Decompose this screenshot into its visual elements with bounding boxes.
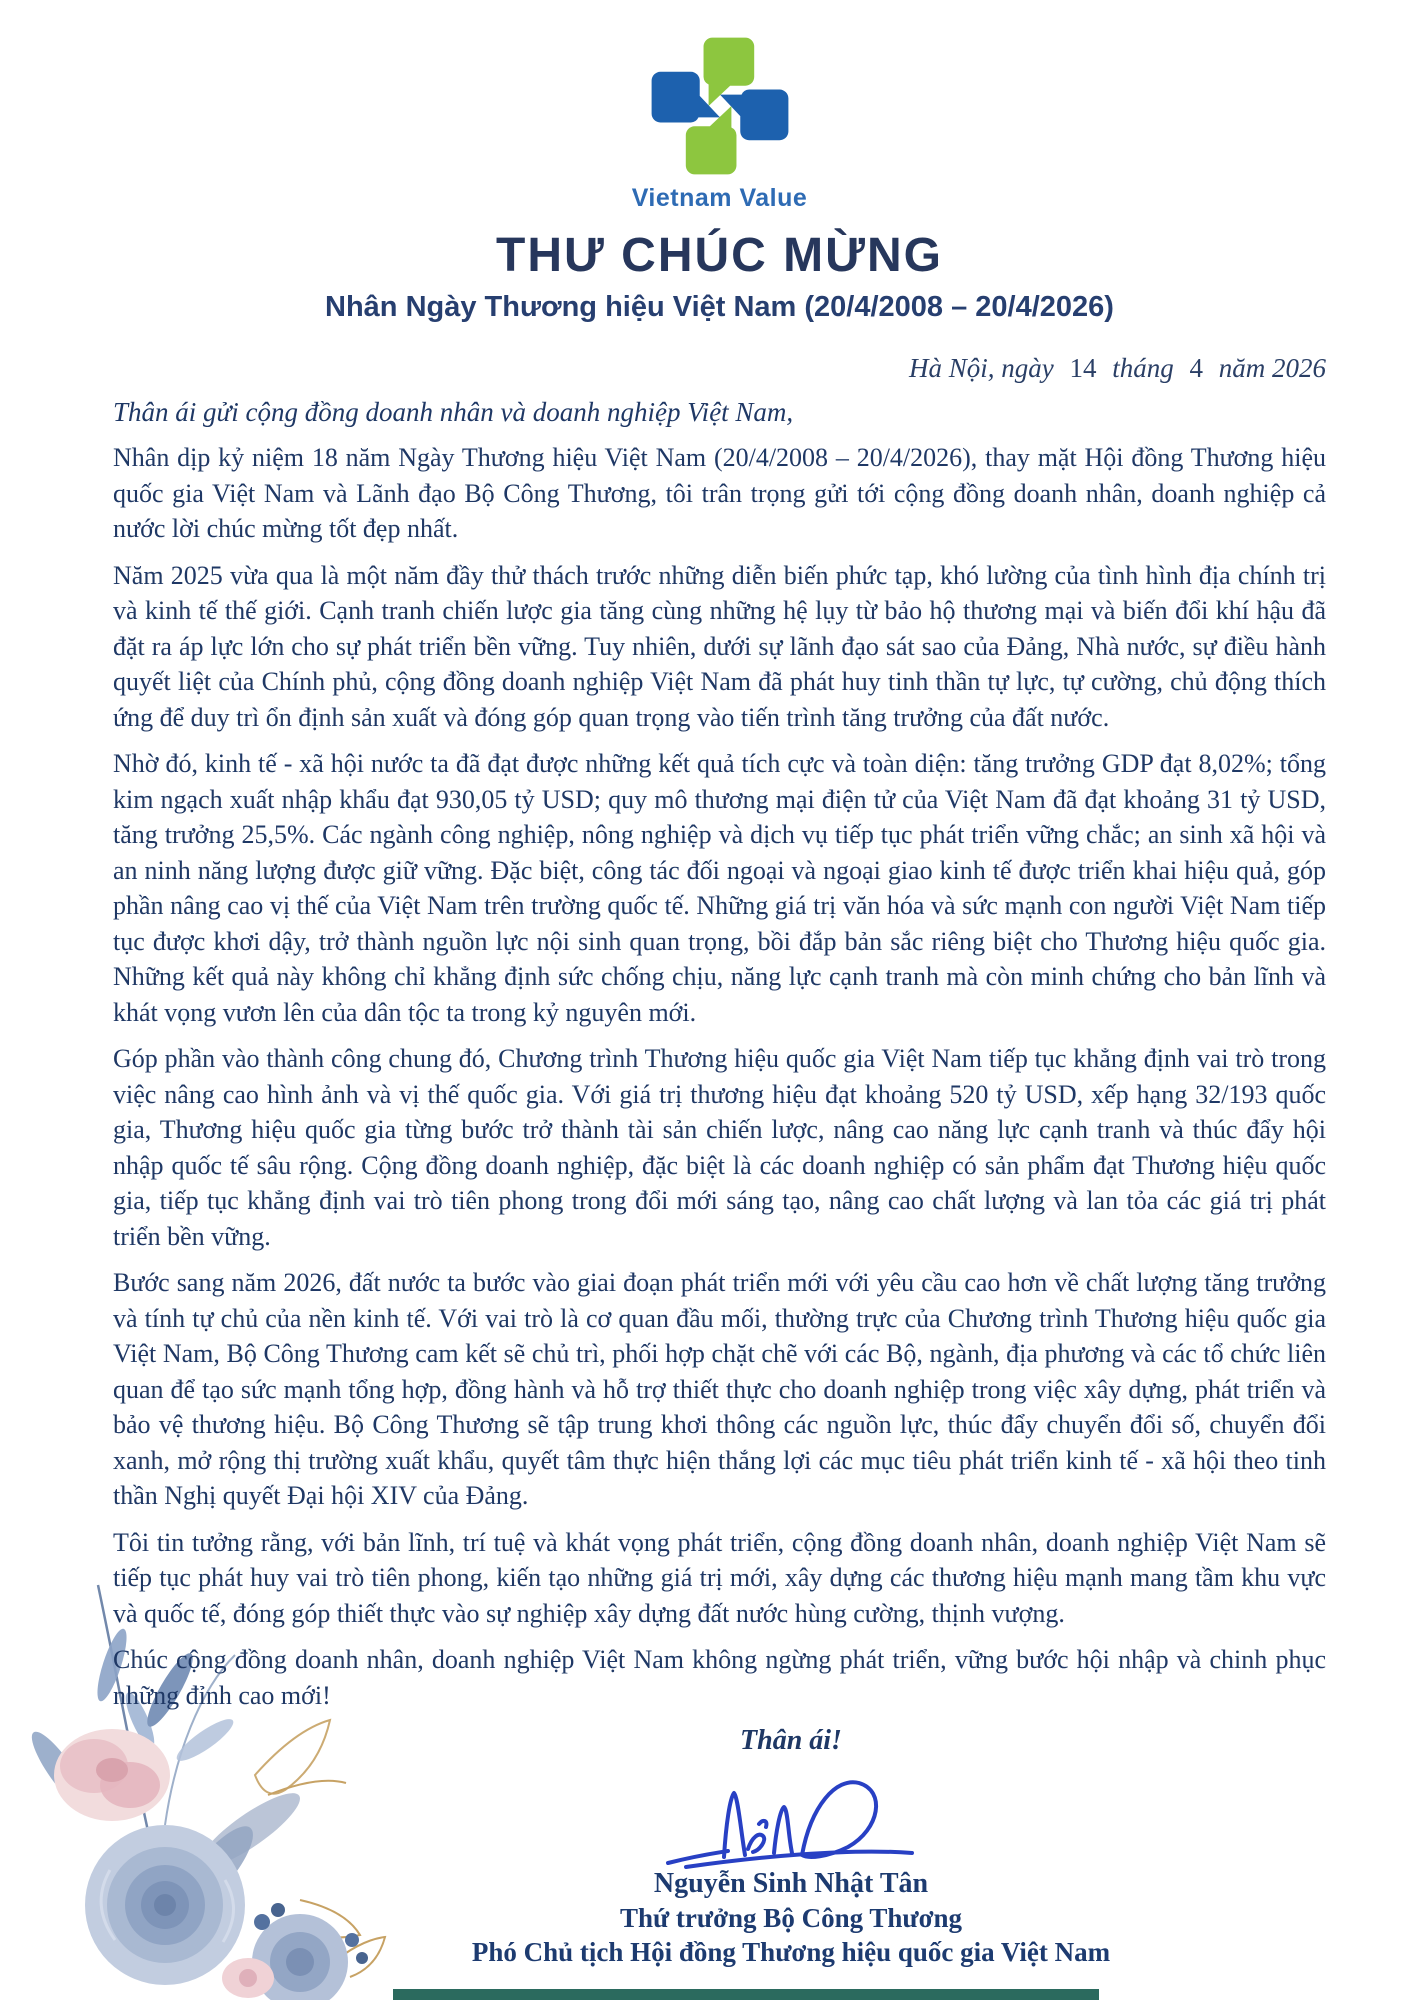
dateline-month-label: tháng [1112,353,1174,383]
body-paragraph-4: Góp phần vào thành công chung đó, Chương trình Thương hiệu quốc gia Việt Nam tiếp tục khẳng định vai trò trong việc nâng cao hình ảnh và vị thế quốc gia. Với giá trị thương hiệu đạt khoảng 520 tỷ USD, xếp hạng 32/193 quốc gia, Thương hiệu quốc gia từng bước trở thành tài sản chiến lược, nâng cao năng lực cạnh tranh và thúc đẩy hội nhập quốc tế sâu rộng. Cộng đồng doanh nghiệp, đặc biệt là các doanh nghiệp có sản phẩm đạt Thương hiệu quốc gia, tiếp tục khẳng định vai trò tiên phong trong đổi mới sáng tạo, nâng cao chất lượng và lan tỏa các giá trị phát triển bền vững. [113,1044,1326,1251]
signer-title-2: Phó Chủ tịch Hội đồng Thương hiệu quốc gia Việt Nam [471,1937,1111,1967]
signature-block [471,1724,1111,1969]
body-paragraph-7: Chúc cộng đồng doanh nhân, doanh nghiệp Việt Nam không ngừng phát triển, vững bước hội nhập và chinh phục những đỉnh cao mới! [113,1645,1326,1710]
footer-bar [393,1989,1099,2000]
body-paragraph-1: Nhân dịp kỷ niệm 18 năm Ngày Thương hiệu Việt Nam (20/4/2008 – 20/4/2026), thay mặt Hội đồng Thương hiệu quốc gia Việt Nam và Lãnh đạo Bộ Công Thương, tôi trân trọng gửi tới cộng đồng doanh nhân, doanh nghiệp cả nước lời chúc mừng tốt đẹp nhất. [113,443,1326,543]
letter-title: THƯ CHÚC MỪNG [496,229,943,282]
body-paragraph-5: Bước sang năm 2026, đất nước ta bước vào giai đoạn phát triển mới với yêu cầu cao hơn về chất lượng tăng trưởng và tính tự chủ của nền kinh tế. Với vai trò là cơ quan đầu mối, thường trực của Chương trình Thương hiệu quốc gia Việt Nam, Bộ Công Thương cam kết sẽ chủ trì, phối hợp chặt chẽ với các Bộ, ngành, địa phương và các tổ chức liên quan để tạo sức mạnh tổng hợp, đồng hành và hỗ trợ thiết thực cho doanh nghiệp trong việc xây dựng, phát triển và bảo vệ thương hiệu. Bộ Công Thương sẽ tập trung khơi thông các nguồn lực, thúc đẩy chuyển đổi số, chuyển đổi xanh, mở rộng thị trường xuất khẩu, quyết tâm thực hiện thắng lợi các mục tiêu phát triển kinh tế - xã hội theo tinh thần Nghị quyết Đại hội XIV của Đảng. [113,1268,1326,1510]
logo-wordmark: Vietnam Value [631,184,808,212]
vietnam-value-logo-icon [644,30,796,182]
salutation: Thân ái gửi cộng đồng doanh nhân và doanh nghiệp Việt Nam, [113,397,794,427]
closing: Thân ái! [740,1725,842,1756]
dateline-month: 4 [1189,353,1203,383]
signer-name: Nguyễn Sinh Nhật Tân [653,1868,929,1899]
body-paragraph-2: Năm 2025 vừa qua là một năm đầy thử thách trước những diễn biến phức tạp, khó lường của tình hình địa chính trị và kinh tế thế giới. Cạnh tranh chiến lược gia tăng cùng những hệ lụy từ bảo hộ thương mại và biến đổi khí hậu đã đặt ra áp lực lớn cho sự phát triển bền vững. Tuy nhiên, dưới sự lãnh đạo sát sao của Đảng, Nhà nước, sự điều hành quyết liệt của Chính phủ, cộng đồng doanh nghiệp Việt Nam đã phát huy tinh thần tự lực, tự cường, chủ động thích ứng để duy trì ổn định sản xuất và đóng góp quan trọng vào tiến trình tăng trưởng của đất nước. [113,560,1326,732]
logo-block [113,30,1326,213]
dateline-day: 14 [1069,353,1097,383]
dateline-year-label: năm [1218,353,1266,383]
dateline-prefix: Hà Nội, ngày [908,353,1054,383]
dateline-year: 2026 [1272,353,1326,383]
signature-icon [656,1762,926,1874]
dateline [113,351,1326,385]
body-paragraph-3: Nhờ đó, kinh tế - xã hội nước ta đã đạt được những kết quả tích cực và toàn diện: tăng trưởng GDP đạt 8,02%; tổng kim ngạch xuất nhập khẩu đạt 930,05 tỷ USD; quy mô thương mại điện tử của Việt Nam đã đạt khoảng 31 tỷ USD, tăng trưởng 25,5%. Các ngành công nghiệp, nông nghiệp và dịch vụ tiếp tục phát triển vững chắc; an sinh xã hội và an ninh năng lượng được giữ vững. Đặc biệt, công tác đối ngoại và ngoại giao kinh tế được triển khai hiệu quả, góp phần nâng cao vị thế của Việt Nam trên trường quốc tế. Những giá trị văn hóa và sức mạnh con người Việt Nam tiếp tục được khơi dậy, trở thành nguồn lực nội sinh quan trọng, bồi đắp bản sắc riêng biệt cho Thương hiệu quốc gia. Những kết quả này không chỉ khẳng định sức chống chịu, năng lực cạnh tranh mà còn minh chứng cho bản lĩnh và khát vọng vươn lên của dân tộc ta trong kỷ nguyên mới. [113,749,1326,1027]
signer-title-1: Thứ trưởng Bộ Công Thương [619,1903,963,1933]
body-paragraph-6: Tôi tin tưởng rằng, với bản lĩnh, trí tuệ và khát vọng phát triển, cộng đồng doanh nhân, doanh nghiệp Việt Nam sẽ tiếp tục phát huy vai trò tiên phong, kiến tạo những giá trị mới, xây dựng các thương hiệu mạnh mang tầm khu vực và quốc tế, đóng góp thiết thực vào sự nghiệp xây dựng đất nước hùng cường, thịnh vượng. [113,1527,1326,1628]
letter-subtitle: Nhân Ngày Thương hiệu Việt Nam (20/4/2008 – 20/4/2026) [325,291,1114,323]
